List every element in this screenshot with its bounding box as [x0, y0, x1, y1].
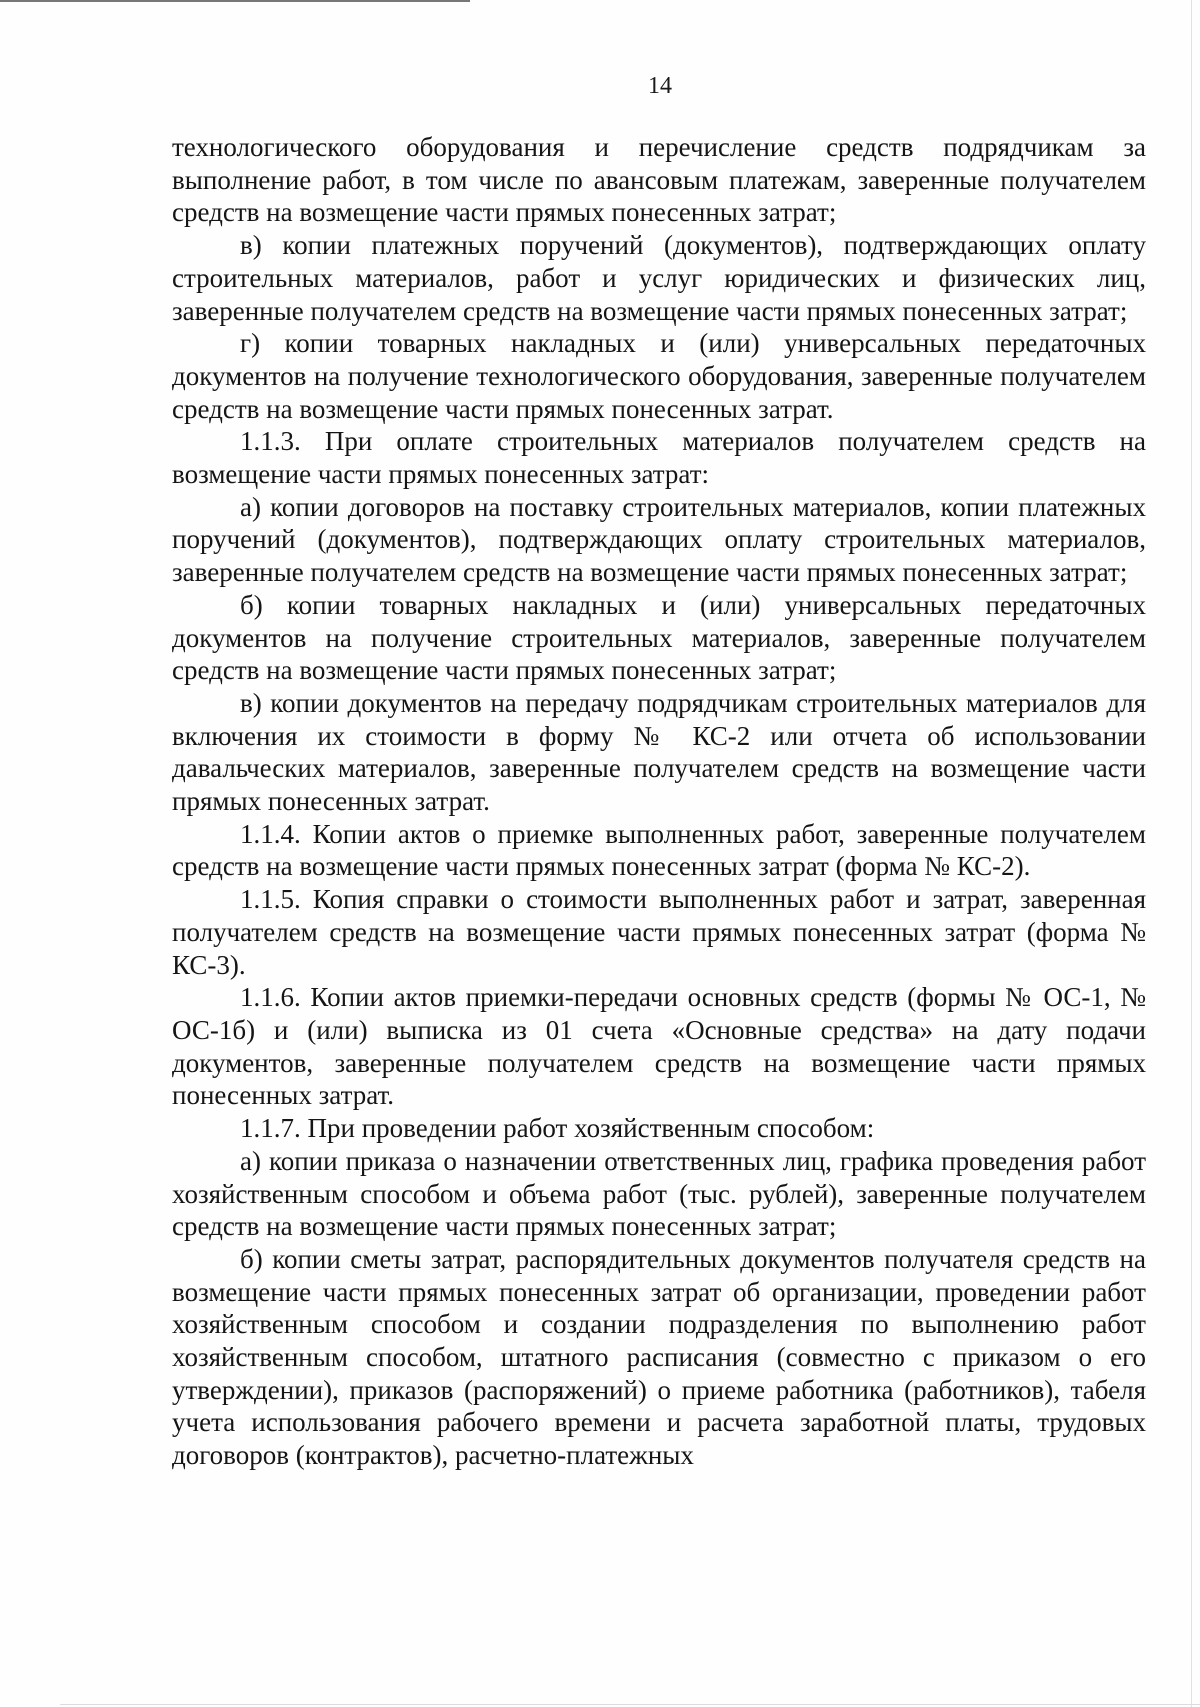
paragraph-1-1-3-b: б) копии товарных накладных и (или) универсальных передаточных документов на получение строительных материалов, заверенные получателем средств на возмещение части прямых понесенных затрат; — [172, 589, 1146, 686]
page-number: 14 — [648, 73, 672, 99]
paragraph-item-v: в) копии платежных поручений (документов), подтверждающих оплату строительных материалов, работ и услуг юридических и физических лиц, заверенные получателем средств на возмещение части прямых понесенных затрат; — [172, 230, 1146, 326]
scan-right-edge — [1191, 0, 1192, 1707]
paragraph-1-1-3: 1.1.3. При оплате строительных материалов получателем средств на возмещение части прямых понесенных затрат: — [172, 426, 1146, 490]
scan-top-edge — [0, 0, 470, 2]
paragraph-1-1-3-v: в) копии документов на передачу подрядчикам строительных материалов для включения их стоимости в форму № КС-2 или отчета об использовании давальческих материалов, заверенные получателем средств на возмещение части прямых понесенных затрат. — [172, 687, 1146, 817]
paragraph-1-1-7-b: б) копии сметы затрат, распорядительных документов получателя средств на возмещение части прямых понесенных затрат об организации, проведении работ хозяйственным способом и создании подразделения по выполнению работ хозяйственным способом, штатного расписания (совместно с приказом о его утверждении), приказов (распоряжений) о приеме работника (работников), табеля учета использования рабочего времени и расчета заработной платы, трудовых договоров (контрактов), расчетно-платежных — [172, 1243, 1146, 1471]
document-body — [172, 131, 1146, 1472]
paragraph-1-1-7: 1.1.7. При проведении работ хозяйственным способом: — [240, 1113, 875, 1144]
paragraph-item-g: г) копии товарных накладных и (или) универсальных передаточных документов на получение технологического оборудования, заверенные получателем средств на возмещение части прямых понесенных затрат. — [172, 328, 1146, 424]
scan-bottom-edge — [60, 1704, 1200, 1705]
paragraph-1-1-3-a: а) копии договоров на поставку строительных материалов, копии платежных поручений (документов), подтверждающих оплату строительных материалов, заверенные получателем средств на возмещение части прямых понесенных затрат; — [172, 491, 1146, 588]
paragraph-1-1-5: 1.1.5. Копия справки о стоимости выполненных работ и затрат, заверенная получателем средств на возмещение части прямых понесенных затрат (форма № КС-3). — [172, 884, 1146, 980]
paragraph-1-1-6: 1.1.6. Копии актов приемки-передачи основных средств (формы № ОС-1, № ОС-1б) и (или) выписка из 01 счета «Основные средства» на дату подачи документов, заверенные получателем средств на возмещение части прямых понесенных затрат. — [172, 982, 1146, 1111]
paragraph-1-1-4: 1.1.4. Копии актов о приемке выполненных работ, заверенные получателем средств на возмещение части прямых понесенных затрат (форма № КС-2). — [172, 818, 1146, 882]
paragraph-continuation: технологического оборудования и перечисление средств подрядчикам за выполнение работ, в том числе по авансовым платежам, заверенные получателем средств на возмещение части прямых понесенных затрат; — [172, 132, 1146, 228]
paragraph-1-1-7-a: а) копии приказа о назначении ответственных лиц, графика проведения работ хозяйственным способом и объема работ (тыс. рублей), заверенные получателем средств на возмещение части прямых понесенных затрат; — [172, 1145, 1146, 1242]
